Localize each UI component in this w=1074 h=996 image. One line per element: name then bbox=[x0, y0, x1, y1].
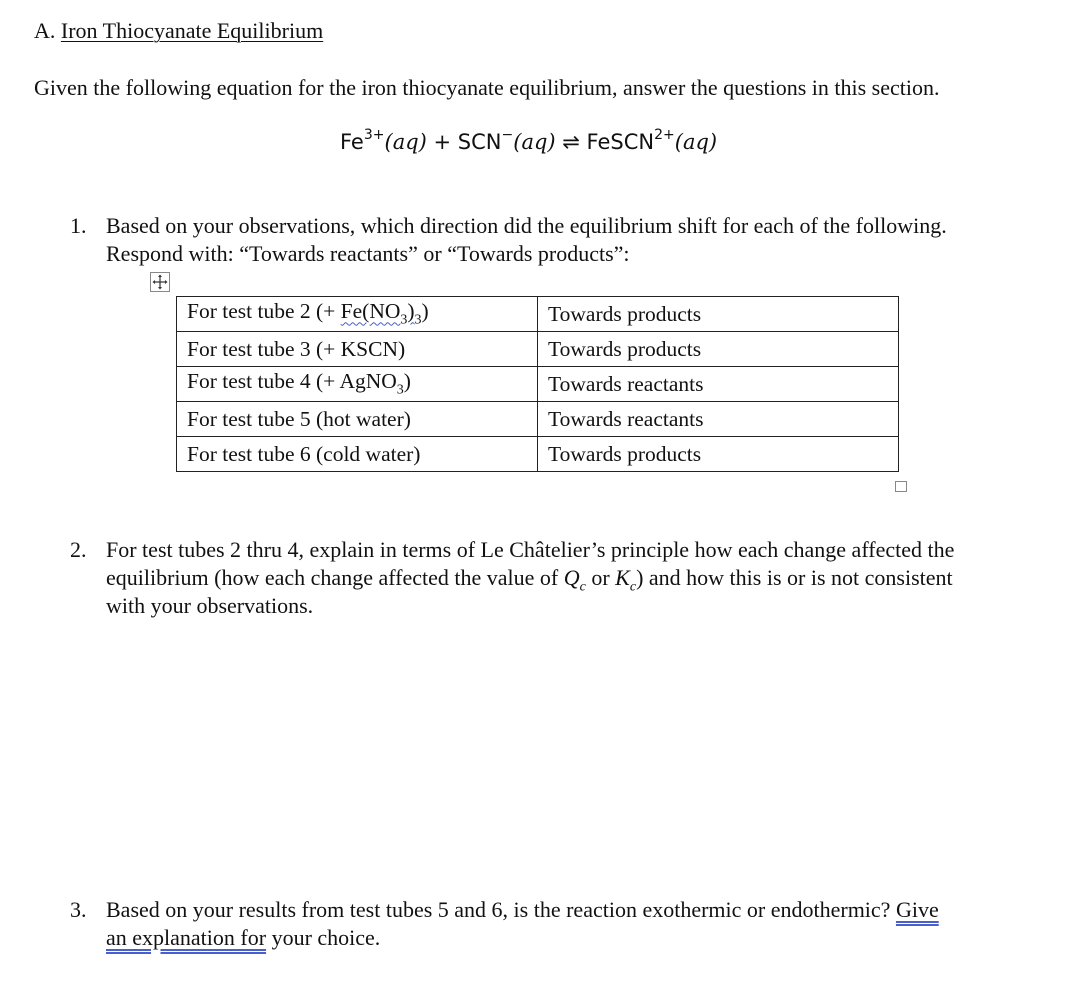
section-heading bbox=[34, 18, 323, 44]
eq-scn: + SCN bbox=[426, 130, 502, 154]
table-cell-answer[interactable]: Towards reactants bbox=[538, 367, 899, 402]
question-3-line-2 bbox=[106, 925, 380, 951]
reagent-subscript: 3 bbox=[400, 312, 408, 328]
reagent-subscript-2: 3 bbox=[414, 312, 422, 328]
eq-state-1: (aq) bbox=[384, 130, 427, 154]
table-cell-label[interactable]: For test tube 3 (+ KSCN) bbox=[177, 332, 538, 367]
question-1-line-2: Respond with: “Towards reactants” or “Towards products”: bbox=[106, 241, 630, 266]
question-3-number: 3. bbox=[70, 897, 87, 922]
table-row bbox=[177, 437, 899, 472]
q2-text-c: ) and how this is or is not consistent bbox=[636, 565, 953, 590]
equilibrium-equation bbox=[340, 129, 717, 154]
table-cell-label[interactable] bbox=[177, 367, 538, 402]
eq-state-2: (aq) bbox=[513, 130, 556, 154]
eq-scn-charge: − bbox=[501, 127, 514, 143]
k-symbol: K bbox=[615, 565, 630, 590]
question-1-line-1: Based on your observations, which direction did the equilibrium shift for each of the following. bbox=[106, 213, 947, 238]
table-cell-label[interactable] bbox=[177, 297, 538, 332]
eq-fe-charge: 3+ bbox=[363, 127, 385, 143]
table-cell-answer[interactable]: Towards products bbox=[538, 437, 899, 472]
question-3-line-1 bbox=[106, 897, 939, 923]
grammar-flag-explanation: an explanation for bbox=[106, 925, 267, 950]
table-row bbox=[177, 402, 899, 437]
eq-fe: Fe bbox=[340, 130, 364, 154]
table-cell-label[interactable]: For test tube 5 (hot water) bbox=[177, 402, 538, 437]
eq-product: ⇌ FeSCN bbox=[555, 130, 655, 154]
intro-paragraph: Given the following equation for the iron thiocyanate equilibrium, answer the questions in this section. bbox=[34, 75, 940, 100]
question-2-line-2 bbox=[106, 565, 953, 595]
table-move-handle-icon[interactable] bbox=[150, 272, 170, 292]
table-cell-label[interactable]: For test tube 6 (cold water) bbox=[177, 437, 538, 472]
question-1-number: 1. bbox=[70, 213, 87, 238]
table-cell-answer[interactable]: Towards reactants bbox=[538, 402, 899, 437]
q3-text-b: your choice. bbox=[266, 925, 381, 950]
question-2-line-1: For test tubes 2 thru 4, explain in terms of Le Châtelier’s principle how each change affected the bbox=[106, 537, 955, 562]
q3-text-a: Based on your results from test tubes 5 and 6, is the reaction exothermic or endothermic? bbox=[106, 897, 896, 922]
section-prefix: A. bbox=[34, 18, 61, 43]
q-subscript: c bbox=[579, 579, 586, 595]
question-2-line-3: with your observations. bbox=[106, 593, 314, 618]
row-label-end: ) bbox=[403, 369, 411, 394]
grammar-flag-give: Give bbox=[895, 897, 939, 922]
table-cell-answer[interactable]: Towards products bbox=[538, 332, 899, 367]
observations-table bbox=[176, 296, 899, 472]
spellcheck-reagent bbox=[340, 299, 415, 328]
table-row bbox=[177, 367, 899, 402]
table-cell-answer[interactable]: Towards products bbox=[538, 297, 899, 332]
reagent-text: Fe(NO bbox=[340, 299, 401, 324]
eq-product-charge: 2+ bbox=[654, 127, 675, 143]
table-row bbox=[177, 297, 899, 332]
reagent-close-paren: ) bbox=[407, 299, 415, 324]
section-title: Iron Thiocyanate Equilibrium bbox=[60, 18, 324, 43]
k-subscript: c bbox=[629, 579, 637, 595]
q-symbol: Q bbox=[563, 565, 580, 590]
table-row bbox=[177, 332, 899, 367]
q2-text-b: or bbox=[585, 565, 616, 590]
eq-state-3: (aq) bbox=[674, 130, 718, 154]
q2-text-a: equilibrium (how each change affected the value of bbox=[106, 565, 564, 590]
row-label-text: For test tube 4 (+ AgNO bbox=[187, 369, 397, 394]
question-2-number: 2. bbox=[70, 537, 87, 562]
reagent-subscript: 3 bbox=[396, 382, 404, 398]
row-label-text: For test tube 2 (+ bbox=[187, 299, 341, 324]
table-resize-handle-icon[interactable] bbox=[895, 481, 907, 492]
row-label-end: ) bbox=[421, 299, 429, 324]
